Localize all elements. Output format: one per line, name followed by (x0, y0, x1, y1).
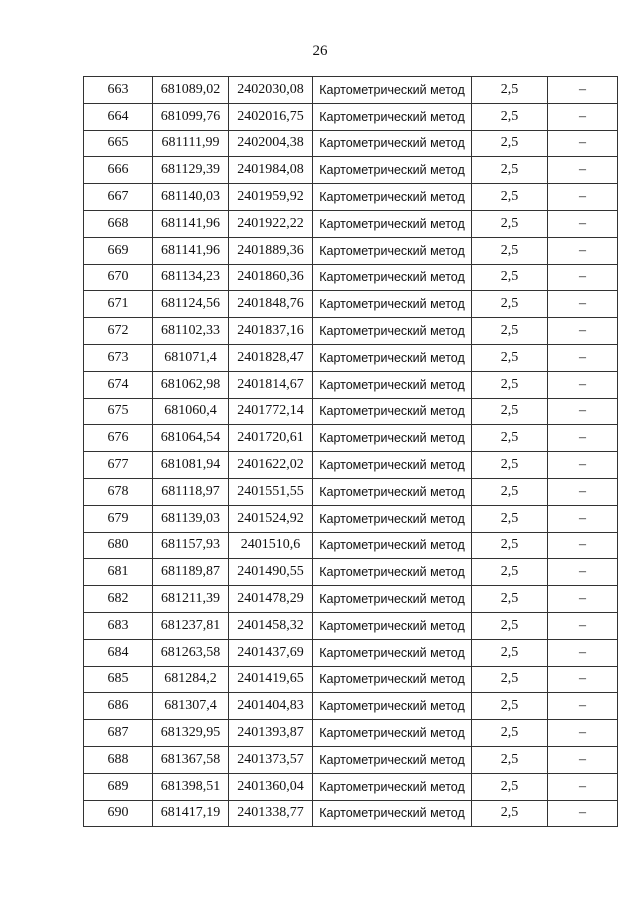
method-cell: Картометрический метод (313, 344, 472, 371)
point-number-cell: 672 (84, 318, 153, 345)
x-coordinate-cell: 681141,96 (153, 210, 229, 237)
y-coordinate-cell: 2401837,16 (229, 318, 313, 345)
x-coordinate-cell: 681111,99 (153, 130, 229, 157)
accuracy-cell: 2,5 (472, 720, 548, 747)
point-number-cell: 680 (84, 532, 153, 559)
method-cell: Картометрический метод (313, 800, 472, 827)
accuracy-cell: 2,5 (472, 371, 548, 398)
method-cell: Картометрический метод (313, 612, 472, 639)
x-coordinate-cell: 681211,39 (153, 586, 229, 613)
table-row (84, 559, 618, 586)
note-cell: – (548, 210, 618, 237)
note-cell: – (548, 773, 618, 800)
accuracy-cell: 2,5 (472, 264, 548, 291)
y-coordinate-cell: 2401889,36 (229, 237, 313, 264)
point-number-cell: 681 (84, 559, 153, 586)
x-coordinate-cell: 681417,19 (153, 800, 229, 827)
method-cell: Картометрический метод (313, 720, 472, 747)
x-coordinate-cell: 681102,33 (153, 318, 229, 345)
point-number-cell: 677 (84, 452, 153, 479)
x-coordinate-cell: 681071,4 (153, 344, 229, 371)
note-cell: – (548, 639, 618, 666)
method-cell: Картометрический метод (313, 773, 472, 800)
y-coordinate-cell: 2401551,55 (229, 478, 313, 505)
point-number-cell: 676 (84, 425, 153, 452)
x-coordinate-cell: 681062,98 (153, 371, 229, 398)
y-coordinate-cell: 2401437,69 (229, 639, 313, 666)
point-number-cell: 689 (84, 773, 153, 800)
method-cell: Картометрический метод (313, 264, 472, 291)
table-row (84, 264, 618, 291)
accuracy-cell: 2,5 (472, 746, 548, 773)
accuracy-cell: 2,5 (472, 559, 548, 586)
method-cell: Картометрический метод (313, 425, 472, 452)
x-coordinate-cell: 681284,2 (153, 666, 229, 693)
point-number-cell: 682 (84, 586, 153, 613)
x-coordinate-cell: 681140,03 (153, 184, 229, 211)
note-cell: – (548, 398, 618, 425)
method-cell: Картометрический метод (313, 505, 472, 532)
table-row (84, 77, 618, 104)
point-number-cell: 663 (84, 77, 153, 104)
method-cell: Картометрический метод (313, 478, 472, 505)
y-coordinate-cell: 2401814,67 (229, 371, 313, 398)
x-coordinate-cell: 681099,76 (153, 103, 229, 130)
table-row (84, 210, 618, 237)
point-number-cell: 673 (84, 344, 153, 371)
accuracy-cell: 2,5 (472, 693, 548, 720)
note-cell: – (548, 559, 618, 586)
y-coordinate-cell: 2401393,87 (229, 720, 313, 747)
point-number-cell: 686 (84, 693, 153, 720)
table-row (84, 586, 618, 613)
table-row (84, 452, 618, 479)
x-coordinate-cell: 681141,96 (153, 237, 229, 264)
point-number-cell: 668 (84, 210, 153, 237)
method-cell: Картометрический метод (313, 103, 472, 130)
accuracy-cell: 2,5 (472, 130, 548, 157)
table-row (84, 103, 618, 130)
table-row (84, 344, 618, 371)
point-number-cell: 666 (84, 157, 153, 184)
y-coordinate-cell: 2401772,14 (229, 398, 313, 425)
y-coordinate-cell: 2401828,47 (229, 344, 313, 371)
method-cell: Картометрический метод (313, 130, 472, 157)
note-cell: – (548, 478, 618, 505)
note-cell: – (548, 371, 618, 398)
method-cell: Картометрический метод (313, 157, 472, 184)
method-cell: Картометрический метод (313, 398, 472, 425)
accuracy-cell: 2,5 (472, 425, 548, 452)
table-row (84, 612, 618, 639)
note-cell: – (548, 612, 618, 639)
x-coordinate-cell: 681237,81 (153, 612, 229, 639)
method-cell: Картометрический метод (313, 532, 472, 559)
accuracy-cell: 2,5 (472, 532, 548, 559)
note-cell: – (548, 291, 618, 318)
y-coordinate-cell: 2401922,22 (229, 210, 313, 237)
table-row (84, 666, 618, 693)
point-number-cell: 671 (84, 291, 153, 318)
table-row (84, 720, 618, 747)
x-coordinate-cell: 681118,97 (153, 478, 229, 505)
point-number-cell: 669 (84, 237, 153, 264)
y-coordinate-cell: 2401984,08 (229, 157, 313, 184)
x-coordinate-cell: 681129,39 (153, 157, 229, 184)
note-cell: – (548, 666, 618, 693)
accuracy-cell: 2,5 (472, 77, 548, 104)
table-row (84, 532, 618, 559)
y-coordinate-cell: 2401373,57 (229, 746, 313, 773)
table-row (84, 425, 618, 452)
method-cell: Картометрический метод (313, 184, 472, 211)
y-coordinate-cell: 2402004,38 (229, 130, 313, 157)
table-row (84, 157, 618, 184)
x-coordinate-cell: 681263,58 (153, 639, 229, 666)
point-number-cell: 687 (84, 720, 153, 747)
note-cell: – (548, 184, 618, 211)
accuracy-cell: 2,5 (472, 210, 548, 237)
coordinates-table-body (84, 77, 618, 827)
point-number-cell: 670 (84, 264, 153, 291)
accuracy-cell: 2,5 (472, 586, 548, 613)
point-number-cell: 683 (84, 612, 153, 639)
accuracy-cell: 2,5 (472, 344, 548, 371)
method-cell: Картометрический метод (313, 210, 472, 237)
point-number-cell: 665 (84, 130, 153, 157)
note-cell: – (548, 344, 618, 371)
point-number-cell: 675 (84, 398, 153, 425)
x-coordinate-cell: 681307,4 (153, 693, 229, 720)
page-number: 26 (312, 43, 328, 59)
point-number-cell: 667 (84, 184, 153, 211)
point-number-cell: 664 (84, 103, 153, 130)
point-number-cell: 688 (84, 746, 153, 773)
table-row (84, 371, 618, 398)
y-coordinate-cell: 2401622,02 (229, 452, 313, 479)
method-cell: Картометрический метод (313, 318, 472, 345)
table-row (84, 505, 618, 532)
note-cell: – (548, 237, 618, 264)
note-cell: – (548, 532, 618, 559)
y-coordinate-cell: 2402030,08 (229, 77, 313, 104)
y-coordinate-cell: 2401720,61 (229, 425, 313, 452)
x-coordinate-cell: 681139,03 (153, 505, 229, 532)
accuracy-cell: 2,5 (472, 398, 548, 425)
table-row (84, 398, 618, 425)
y-coordinate-cell: 2401959,92 (229, 184, 313, 211)
method-cell: Картометрический метод (313, 559, 472, 586)
table-row (84, 130, 618, 157)
accuracy-cell: 2,5 (472, 318, 548, 345)
method-cell: Картометрический метод (313, 77, 472, 104)
method-cell: Картометрический метод (313, 291, 472, 318)
y-coordinate-cell: 2401419,65 (229, 666, 313, 693)
note-cell: – (548, 800, 618, 827)
y-coordinate-cell: 2402016,75 (229, 103, 313, 130)
x-coordinate-cell: 681189,87 (153, 559, 229, 586)
y-coordinate-cell: 2401524,92 (229, 505, 313, 532)
accuracy-cell: 2,5 (472, 639, 548, 666)
method-cell: Картометрический метод (313, 237, 472, 264)
y-coordinate-cell: 2401490,55 (229, 559, 313, 586)
table-row (84, 318, 618, 345)
accuracy-cell: 2,5 (472, 505, 548, 532)
x-coordinate-cell: 681367,58 (153, 746, 229, 773)
method-cell: Картометрический метод (313, 693, 472, 720)
method-cell: Картометрический метод (313, 639, 472, 666)
table-row (84, 184, 618, 211)
method-cell: Картометрический метод (313, 371, 472, 398)
note-cell: – (548, 425, 618, 452)
note-cell: – (548, 746, 618, 773)
table-row (84, 291, 618, 318)
note-cell: – (548, 720, 618, 747)
accuracy-cell: 2,5 (472, 478, 548, 505)
y-coordinate-cell: 2401848,76 (229, 291, 313, 318)
table-row (84, 237, 618, 264)
method-cell: Картометрический метод (313, 666, 472, 693)
method-cell: Картометрический метод (313, 586, 472, 613)
method-cell: Картометрический метод (313, 746, 472, 773)
accuracy-cell: 2,5 (472, 103, 548, 130)
x-coordinate-cell: 681124,56 (153, 291, 229, 318)
note-cell: – (548, 693, 618, 720)
x-coordinate-cell: 681081,94 (153, 452, 229, 479)
accuracy-cell: 2,5 (472, 612, 548, 639)
y-coordinate-cell: 2401458,32 (229, 612, 313, 639)
coordinates-table (83, 76, 618, 827)
accuracy-cell: 2,5 (472, 184, 548, 211)
x-coordinate-cell: 681157,93 (153, 532, 229, 559)
note-cell: – (548, 505, 618, 532)
table-row (84, 478, 618, 505)
accuracy-cell: 2,5 (472, 291, 548, 318)
x-coordinate-cell: 681134,23 (153, 264, 229, 291)
table-row (84, 639, 618, 666)
x-coordinate-cell: 681398,51 (153, 773, 229, 800)
table-row (84, 800, 618, 827)
accuracy-cell: 2,5 (472, 452, 548, 479)
x-coordinate-cell: 681089,02 (153, 77, 229, 104)
accuracy-cell: 2,5 (472, 773, 548, 800)
y-coordinate-cell: 2401360,04 (229, 773, 313, 800)
y-coordinate-cell: 2401510,6 (229, 532, 313, 559)
point-number-cell: 678 (84, 478, 153, 505)
accuracy-cell: 2,5 (472, 157, 548, 184)
y-coordinate-cell: 2401860,36 (229, 264, 313, 291)
x-coordinate-cell: 681329,95 (153, 720, 229, 747)
note-cell: – (548, 77, 618, 104)
point-number-cell: 674 (84, 371, 153, 398)
accuracy-cell: 2,5 (472, 666, 548, 693)
point-number-cell: 684 (84, 639, 153, 666)
note-cell: – (548, 264, 618, 291)
y-coordinate-cell: 2401404,83 (229, 693, 313, 720)
note-cell: – (548, 157, 618, 184)
table-row (84, 693, 618, 720)
point-number-cell: 690 (84, 800, 153, 827)
point-number-cell: 679 (84, 505, 153, 532)
accuracy-cell: 2,5 (472, 237, 548, 264)
method-cell: Картометрический метод (313, 452, 472, 479)
y-coordinate-cell: 2401478,29 (229, 586, 313, 613)
table-row (84, 746, 618, 773)
note-cell: – (548, 318, 618, 345)
note-cell: – (548, 452, 618, 479)
note-cell: – (548, 586, 618, 613)
y-coordinate-cell: 2401338,77 (229, 800, 313, 827)
accuracy-cell: 2,5 (472, 800, 548, 827)
x-coordinate-cell: 681064,54 (153, 425, 229, 452)
x-coordinate-cell: 681060,4 (153, 398, 229, 425)
note-cell: – (548, 103, 618, 130)
point-number-cell: 685 (84, 666, 153, 693)
note-cell: – (548, 130, 618, 157)
table-row (84, 773, 618, 800)
